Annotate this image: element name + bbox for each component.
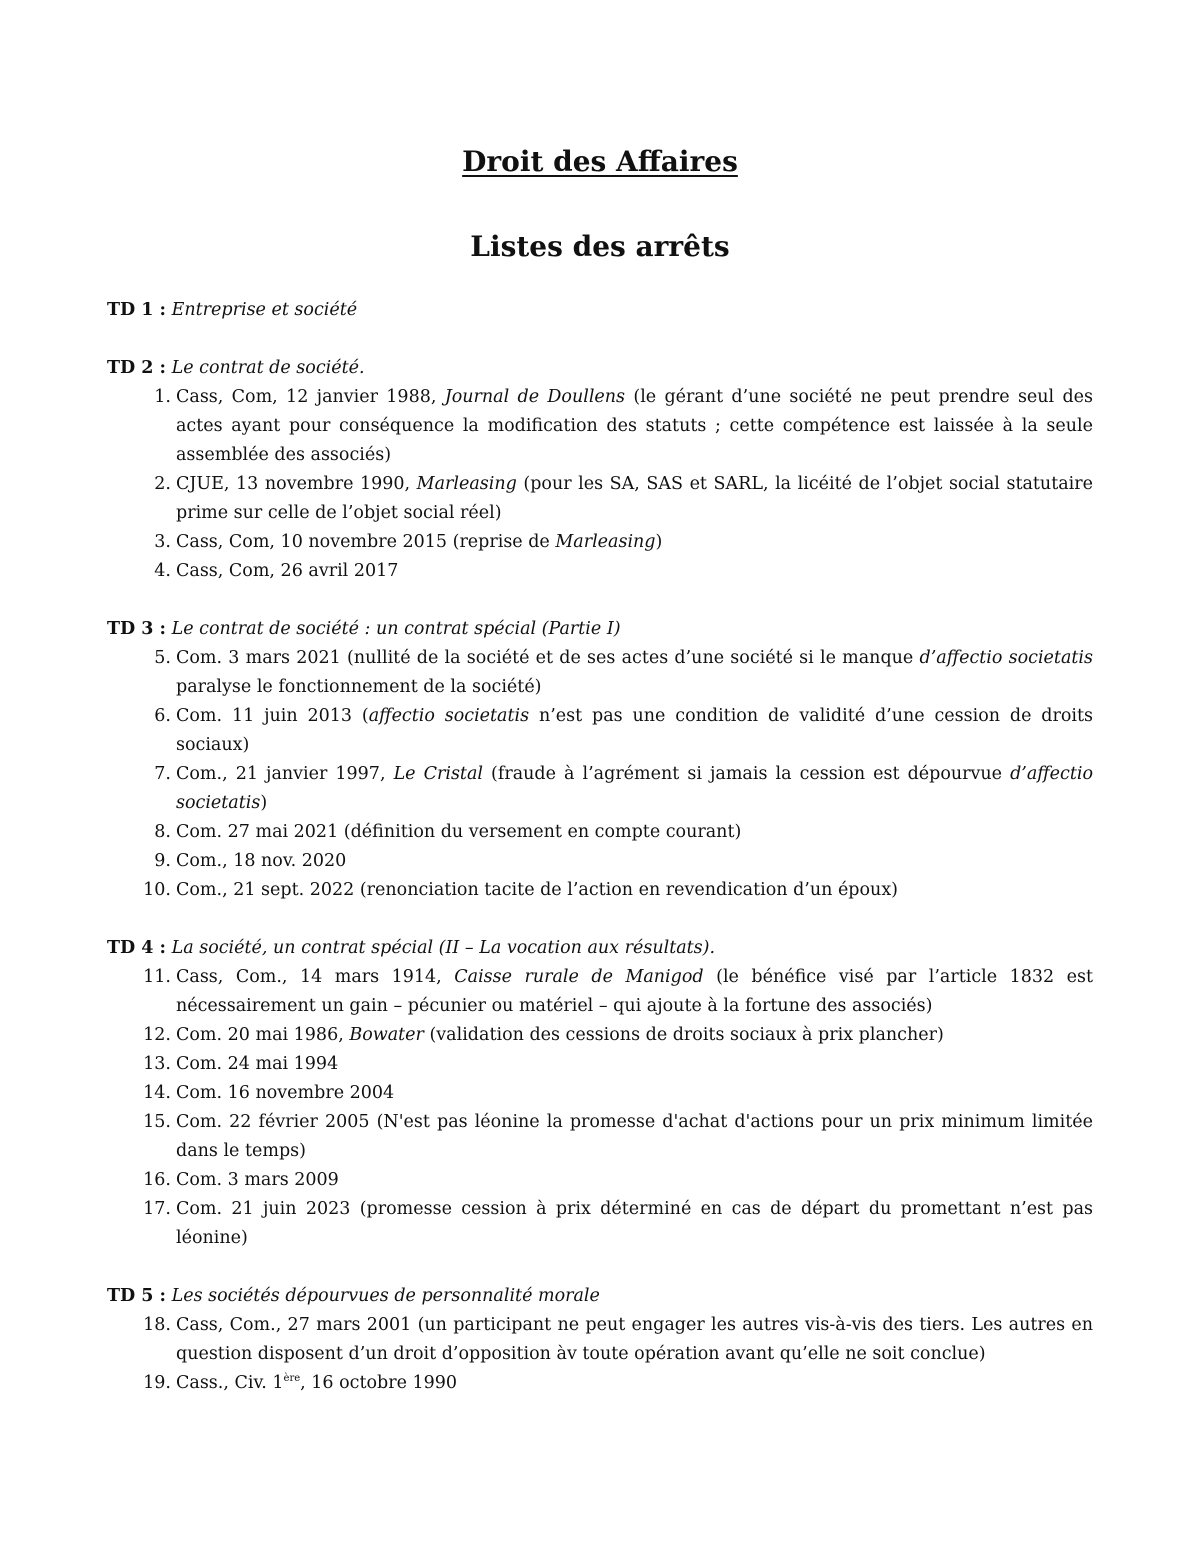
- ruling-item: [107, 1195, 1093, 1253]
- td-label: TD 4 :: [107, 938, 167, 958]
- td-label: TD 1 :: [107, 300, 167, 320]
- ruling-text: Com. 27 mai 2021 (définition du versement en compte courant): [176, 822, 742, 842]
- td-section: [107, 1282, 1093, 1398]
- ruling-number: 3.: [154, 532, 171, 552]
- ruling-item: [107, 1108, 1093, 1166]
- td-title: La société, un contrat spécial (II – La vocation aux résultats).: [171, 938, 716, 958]
- ruling-item: [107, 702, 1093, 760]
- case-name: Caisse rurale de Manigod: [454, 967, 704, 987]
- ruling-text: Com. 3 mars 2021 (nullité de la société et de ses actes d’une société si le manque: [176, 648, 920, 668]
- td-section: [107, 934, 1093, 1253]
- td-label: TD 5 :: [107, 1286, 167, 1306]
- ruling-number: 1.: [154, 387, 171, 407]
- ruling-item: [107, 876, 1093, 905]
- case-name: d’affectio societatis: [919, 648, 1093, 668]
- ruling-number: 4.: [154, 561, 171, 581]
- ruling-number: 17.: [143, 1199, 171, 1219]
- ruling-number: 8.: [154, 822, 171, 842]
- ruling-list: [107, 963, 1093, 1253]
- td-heading: [107, 354, 1093, 383]
- ruling-number: 18.: [143, 1315, 171, 1335]
- ruling-item: [107, 963, 1093, 1021]
- ruling-list: [107, 644, 1093, 905]
- ruling-text: Com. 21 juin 2023 (promesse cession à prix déterminé en cas de départ du promettant n’est pas léonine): [176, 1199, 1093, 1248]
- ruling-text: Cass, Com., 14 mars 1914,: [176, 967, 455, 987]
- ruling-item: [107, 644, 1093, 702]
- ruling-text: Com. 20 mai 1986,: [176, 1025, 350, 1045]
- ruling-text: paralyse le fonctionnement de la société): [176, 677, 542, 697]
- rulings-list: [107, 296, 1093, 1427]
- ruling-number: 14.: [143, 1083, 171, 1103]
- ruling-number: 12.: [143, 1025, 171, 1045]
- ruling-text: Com., 21 janvier 1997,: [176, 764, 394, 784]
- ruling-item: [107, 847, 1093, 876]
- td-section: [107, 354, 1093, 586]
- ruling-number: 10.: [143, 880, 171, 900]
- document-title: Droit des Affaires: [462, 145, 738, 178]
- ruling-text: Com. 24 mai 1994: [176, 1054, 339, 1074]
- ruling-item: [107, 528, 1093, 557]
- ruling-text: Com. 11 juin 2013 (: [176, 706, 369, 726]
- ruling-text: (fraude à l’agrément si jamais la cession est dépourvue: [483, 764, 1011, 784]
- td-title: Entreprise et société: [171, 300, 358, 320]
- ruling-text: Com. 22 février 2005 (N'est pas léonine la promesse d'achat d'actions pour un prix minimum limitée dans le temps): [176, 1112, 1093, 1161]
- td-heading: [107, 615, 1093, 644]
- td-heading: [107, 1282, 1093, 1311]
- ruling-text: Com., 18 nov. 2020: [176, 851, 347, 871]
- td-title: Le contrat de société : un contrat spécial (Partie I): [171, 619, 621, 639]
- case-name: d’affectio societatis: [176, 764, 1093, 813]
- document-subtitle: Listes des arrêts: [470, 230, 730, 263]
- case-name: Le Cristal: [393, 764, 483, 784]
- ruling-item: [107, 1311, 1093, 1369]
- ruling-number: 16.: [143, 1170, 171, 1190]
- td-label: TD 3 :: [107, 619, 167, 639]
- td-section: [107, 615, 1093, 905]
- ruling-number: 5.: [154, 648, 171, 668]
- ruling-text: Cass, Com, 26 avril 2017: [176, 561, 399, 581]
- ruling-number: 13.: [143, 1054, 171, 1074]
- ruling-item: [107, 1021, 1093, 1050]
- case-name: Marleasing: [555, 532, 656, 552]
- ruling-text: Cass, Com, 10 novembre 2015 (reprise de: [176, 532, 556, 552]
- ruling-text: Com., 21 sept. 2022 (renonciation tacite de l’action en revendication d’un époux): [176, 880, 899, 900]
- case-name: Bowater: [349, 1025, 424, 1045]
- ruling-item: [107, 383, 1093, 470]
- case-name: Journal de Doullens: [444, 387, 626, 407]
- case-name: affectio societatis: [368, 706, 530, 726]
- ruling-text: Cass, Com., 27 mars 2001 (un participant ne peut engager les autres vis-à-vis des tiers. Les autres en question disposent d’un droit d’opposition àv toute opération avant qu’elle ne soit conclue): [176, 1315, 1093, 1364]
- ruling-item: [107, 1050, 1093, 1079]
- ruling-number: 9.: [154, 851, 171, 871]
- ruling-text: Com. 3 mars 2009: [176, 1170, 339, 1190]
- td-section: [107, 296, 1093, 325]
- td-title: Le contrat de société.: [171, 358, 365, 378]
- ruling-number: 6.: [154, 706, 171, 726]
- ruling-text: CJUE, 13 novembre 1990,: [176, 474, 417, 494]
- ruling-text: n’est pas une condition de validité d’une cession de droits sociaux): [176, 706, 1093, 755]
- ruling-item: [107, 1079, 1093, 1108]
- ruling-text: (pour les SA, SAS et SARL, la licéité de l’objet social statutaire prime sur celle de l’objet social réel): [176, 474, 1093, 523]
- ruling-text: Cass, Com, 12 janvier 1988,: [176, 387, 445, 407]
- ruling-number: 7.: [154, 764, 171, 784]
- ruling-text: (le bénéfice visé par l’article 1832 est nécessairement un gain – pécunier ou matériel – qui ajoute à la fortune des associés): [176, 967, 1093, 1016]
- ruling-text: ): [655, 532, 663, 552]
- ordinal-suffix: ère: [283, 1373, 301, 1385]
- ruling-text: (le gérant d’une société ne peut prendre seul des actes ayant pour conséquence la modification des statuts ; cette compétence est laissée à la seule assemblée des associés): [176, 387, 1094, 465]
- ruling-item: [107, 1166, 1093, 1195]
- ruling-item: [107, 470, 1093, 528]
- ruling-list: [107, 1311, 1093, 1398]
- ruling-text: ): [260, 793, 268, 813]
- td-heading: [107, 934, 1093, 963]
- ruling-number: 19.: [143, 1373, 171, 1393]
- ruling-item: [107, 760, 1093, 818]
- td-label: TD 2 :: [107, 358, 167, 378]
- ruling-text: , 16 octobre 1990: [300, 1373, 458, 1393]
- ruling-item: [107, 1369, 1093, 1398]
- ruling-item: [107, 557, 1093, 586]
- ruling-number: 2.: [154, 474, 171, 494]
- ruling-text: Cass., Civ. 1: [176, 1373, 284, 1393]
- ruling-text: (validation des cessions de droits sociaux à prix plancher): [423, 1025, 944, 1045]
- case-name: Marleasing: [416, 474, 517, 494]
- ruling-text: Com. 16 novembre 2004: [176, 1083, 395, 1103]
- ruling-number: 11.: [143, 967, 171, 987]
- td-title: Les sociétés dépourvues de personnalité morale: [171, 1286, 600, 1306]
- td-heading: [107, 296, 1093, 325]
- ruling-list: [107, 383, 1093, 586]
- ruling-item: [107, 818, 1093, 847]
- ruling-number: 15.: [143, 1112, 171, 1132]
